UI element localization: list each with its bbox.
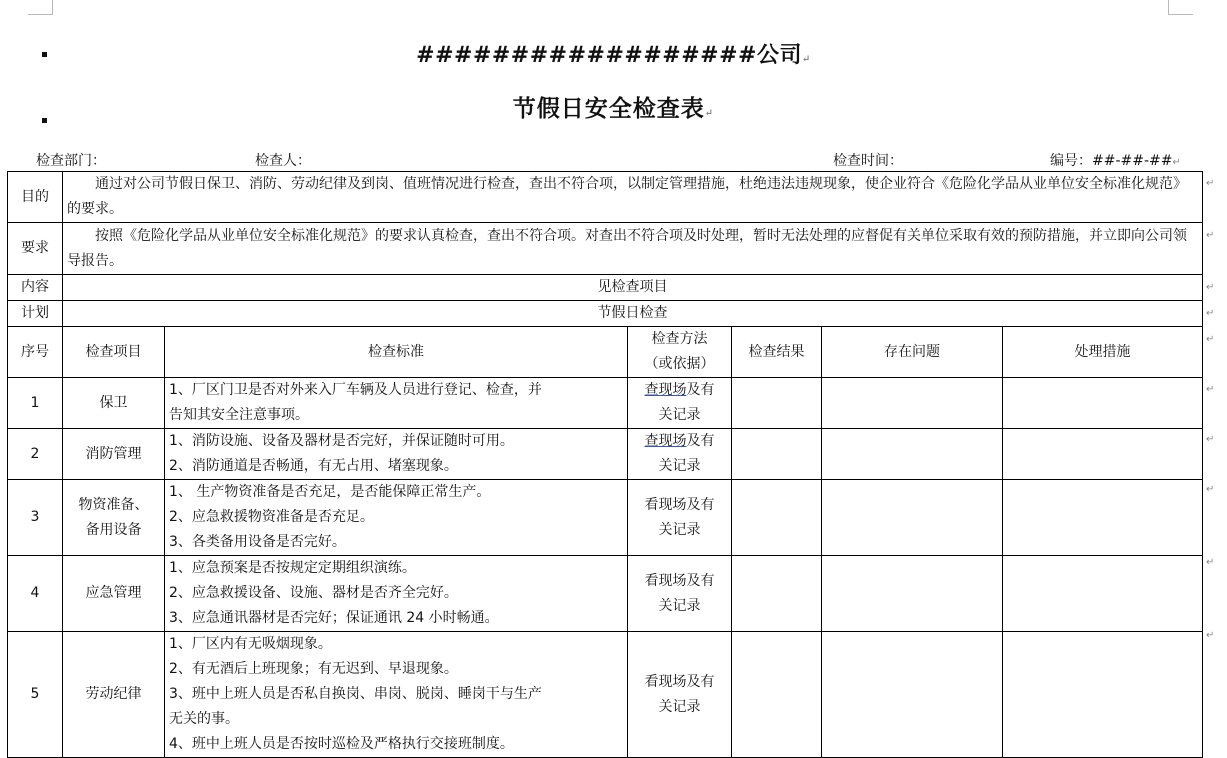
item-result-cell[interactable] — [732, 378, 822, 429]
item-method: 查现场及有 关记录 — [628, 429, 732, 480]
item-result-cell[interactable] — [732, 556, 822, 632]
header-no: 序号 — [8, 327, 63, 378]
row-end-mark-icon: ↵ — [1206, 308, 1215, 319]
requirement-row — [8, 223, 1203, 275]
item-number: 5 — [8, 632, 63, 758]
item-issue-cell[interactable] — [822, 429, 1003, 480]
item-standard: 1、消防设施、设备及器材是否完好，并保证随时可用。 2、消防通道是否畅通，有无占用、堵塞现象。 — [165, 429, 628, 480]
item-standard: 1、厂区门卫是否对外来入厂车辆及人员进行登记、检查，并 告知其安全注意事项。 — [165, 378, 628, 429]
row-end-mark-icon: ↵ — [1206, 384, 1215, 395]
inspection-time-label: 检查时间： — [833, 153, 903, 169]
item-standard: 1、厂区内有无吸烟现象。 2、有无酒后上班现象；有无迟到、早退现象。 3、班中上班人员是否私自换岗、串岗、脱岗、睡岗干与生产 无关的事。 4、班中上班人员是否按时巡检及严格执行交接班制度。 — [165, 632, 628, 758]
content-label: 内容 — [8, 275, 63, 301]
item-result-cell[interactable] — [732, 632, 822, 758]
plan-text: 节假日检查 — [63, 301, 1203, 327]
row-end-mark-icon: ↵ — [1206, 334, 1215, 345]
row-end-mark-icon: ↵ — [1206, 630, 1215, 641]
header-result: 检查结果 — [732, 327, 822, 378]
purpose-label: 目的 — [8, 172, 63, 223]
table-row — [8, 429, 1203, 480]
item-name: 保卫 — [63, 378, 165, 429]
item-method: 看现场及有 关记录 — [628, 480, 732, 556]
inspector-label: 检查人： — [255, 153, 311, 169]
paragraph-mark-icon: ↵ — [801, 54, 811, 65]
item-issue-cell[interactable] — [822, 632, 1003, 758]
row-end-mark-icon: ↵ — [1206, 484, 1215, 495]
item-issue-cell[interactable] — [822, 480, 1003, 556]
item-number: 4 — [8, 556, 63, 632]
content-row — [8, 275, 1203, 301]
row-end-mark-icon: ↵ — [1206, 434, 1215, 445]
item-measure-cell[interactable] — [1003, 480, 1203, 556]
row-end-mark-icon: ↵ — [1206, 282, 1215, 293]
page-corner-mark-left — [28, 0, 53, 15]
paragraph-mark-icon: ↵ — [1172, 157, 1181, 168]
item-result-cell[interactable] — [732, 480, 822, 556]
item-method: 看现场及有 关记录 — [628, 556, 732, 632]
row-end-mark-icon: ↵ — [1206, 557, 1215, 568]
item-standard: 1、应急预案是否按规定定期组织演练。 2、应急救援设备、设施、器材是否齐全完好。 3、应急通讯器材是否完好；保证通讯 24 小时畅通。 — [165, 556, 628, 632]
page-corner-mark-right — [1168, 0, 1193, 15]
department-label: 检查部门： — [36, 153, 106, 169]
table-row — [8, 632, 1203, 758]
header-item: 检查项目 — [63, 327, 165, 378]
purpose-row — [8, 172, 1203, 223]
table-row — [8, 556, 1203, 632]
item-standard: 1、 生产物资准备是否充足，是否能保障正常生产。 2、应急救援物资准备是否充足。 3、各类备用设备是否完好。 — [165, 480, 628, 556]
content-text: 见检查项目 — [63, 275, 1203, 301]
row-end-mark-icon: ↵ — [1206, 230, 1215, 241]
item-method: 看现场及有 关记录 — [628, 632, 732, 758]
requirement-text: 按照《危险化学品从业单位安全标准化规范》的要求认真检查，查出不符合项。对查出不符合项及时处理，暂时无法处理的应督促有关单位采取有效的预防措施，并立即向公司领导报告。 — [63, 223, 1203, 275]
item-measure-cell[interactable] — [1003, 632, 1203, 758]
item-name: 劳动纪律 — [63, 632, 165, 758]
item-name: 物资准备、 备用设备 — [63, 480, 165, 556]
item-method: 查现场及有 关记录 — [628, 378, 732, 429]
paragraph-mark-icon: ↵ — [704, 108, 715, 119]
item-measure-cell[interactable] — [1003, 556, 1203, 632]
item-issue-cell[interactable] — [822, 378, 1003, 429]
inspection-table — [7, 171, 1203, 758]
purpose-text: 通过对公司节假日保卫、消防、劳动纪律及到岗、值班情况进行检查，查出不符合项，以制定管理措施，杜绝违法违规现象，使企业符合《危险化学品从业单位安全标准化规范》的要求。 — [63, 172, 1203, 223]
row-end-mark-icon: ↵ — [1206, 178, 1215, 189]
requirement-label: 要求 — [8, 223, 63, 275]
header-measure: 处理措施 — [1003, 327, 1203, 378]
item-name: 消防管理 — [63, 429, 165, 480]
plan-row — [8, 301, 1203, 327]
header-issue: 存在问题 — [822, 327, 1003, 378]
form-title: 节假日安全检查表↵ — [512, 95, 715, 122]
table-row — [8, 480, 1203, 556]
item-result-cell[interactable] — [732, 429, 822, 480]
item-number: 3 — [8, 480, 63, 556]
item-number: 1 — [8, 378, 63, 429]
plan-label: 计划 — [8, 301, 63, 327]
form-number-label: 编号：##-##-##↵ — [1050, 153, 1181, 169]
item-name: 应急管理 — [63, 556, 165, 632]
header-method: 检查方法 （或依据） — [628, 327, 732, 378]
company-title: ##################公司↵ — [416, 42, 811, 68]
header-standard: 检查标准 — [165, 327, 628, 378]
item-issue-cell[interactable] — [822, 556, 1003, 632]
header-row — [8, 327, 1203, 378]
item-number: 2 — [8, 429, 63, 480]
item-measure-cell[interactable] — [1003, 378, 1203, 429]
item-measure-cell[interactable] — [1003, 429, 1203, 480]
table-row — [8, 378, 1203, 429]
